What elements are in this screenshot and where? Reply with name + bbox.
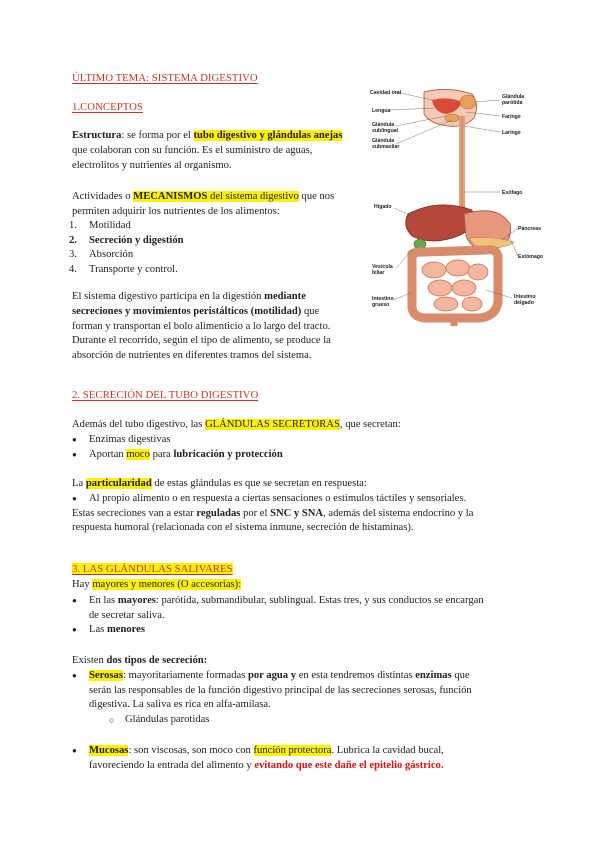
actividades-line-1: Actividades o MECANISMOS del sistema digestivo que nos [72,191,335,202]
secretion-list [72,433,283,462]
list-item: digestiva. La saliva es rica en alfa-amilasa. [89,699,271,710]
estructura-line-1: Estructura: se forma por el tubo digestivo y glándulas anejas [72,130,343,141]
label-glandula-sublingual-1: Glándula [372,122,395,128]
label-glandula-parotida-1: Glándula [502,94,525,100]
label-glandula-submaxilar-1: Glándula [372,138,395,144]
secrecion-intro: Además del tubo digestivo, las GLÁNDULAS SECRETORAS, que secretan: [72,419,401,430]
label-glandula-sublingual-2: sublingual [372,128,398,134]
label-higado: Hígado [374,204,392,210]
list-item: de secretar saliva. [89,609,165,621]
label-intestino-grueso-1: Intestino [372,296,394,302]
list-item: ● En las mayores: parótida, submandibular, sublingual. Estas tres, y sus conductos se encargan [72,595,484,606]
label-pancreas: Páncreas [518,226,542,232]
label-glandula-parotida-2: parótida [502,100,523,106]
response-list [72,492,467,507]
digestion-para-line-3: forman y transportan el bolo alimenticio a lo largo del tracto. [72,321,331,332]
digestion-para-line-4: Durante el recorrido, según el tipo de alimento, se produce la [72,335,331,346]
section-heading-conceptos: 1.CONCEPTOS [72,101,143,113]
label-intestino-delgado-2: delgado [514,300,534,306]
label-esofago: Esófago [502,190,523,196]
list-item: serán las responsables de la función digestivo principal de las secreciones serosas, función [89,684,472,696]
estructura-line-2: que colaboran con su función. Es el suministro de aguas, [72,145,313,156]
list-item: ● Mucosas: son viscosas, son moco con función protectora. Lubrica la cavidad bucal, [72,745,444,756]
label-vesicula-2: biliar [372,270,385,276]
regulacion-line-1: Estas secreciones van a estar reguladas por el SNC y SNA, además del sistema endocrino y la [72,508,474,519]
list-item: 3. Absorción [69,249,134,260]
actividades-line-2: permiten adquirir los nutrientes de los alimentos: [72,206,280,217]
list-item: ● Serosas: mayoritariamente formadas por agua y en esta tendremos distintas enzimas que [72,670,470,681]
label-laringe: Laringe [502,130,521,136]
digestion-para-line-5: absorción de nutrientes en diferentes tramos del sistema. [72,350,312,361]
list-item: ○ Glándulas parotidas [109,713,210,725]
label-intestino-grueso-2: grueso [372,302,390,308]
secretion-types-list [72,669,472,727]
list-item: ● Enzimas digestivas [72,434,171,445]
digestive-system-illustration [368,86,554,326]
section-heading-secrecion: 2. SECRECIÓN DEL TUBO DIGESTIVO [72,389,259,401]
label-faringe: Faringe [502,114,521,120]
list-item: favoreciendo la entrada del alimento y evitando que este dañe el epitelio gástrico. [89,759,444,771]
label-glandula-submaxilar-2: submaxilar [372,144,400,150]
list-item: 1. Motilidad [69,220,131,231]
label-cavidad-oral: Cavidad oral [370,90,402,96]
list-item: ● Las menores [72,624,146,635]
mucosas-list [72,744,444,773]
estructura-line-3: electrolitos y nutrientes al organismo. [72,160,232,171]
tipos-line: Existen dos tipos de secreción: [72,655,208,666]
list-item: 2. Secreción y digestión [69,234,184,246]
label-vesicula-1: Vesícula [372,264,393,270]
page-title: ÚLTIMO TEMA: SISTEMA DIGESTIVO [72,72,258,84]
digestion-para-line-2: secreciones y movimientos peristálticos (motilidad) que [72,306,320,317]
list-item: ● Aportan moco para lubricación y protección [72,448,283,460]
digestion-para-line-1: El sistema digestivo participa en la digestión mediante [72,291,306,302]
section-heading-glandulas: 3. LAS GLÁNDULAS SALIVARES [72,563,233,575]
hay-line: Hay mayores y menores (O accesorias): [72,579,242,590]
label-lengua: Lengua [372,108,391,114]
mayores-menores-list [72,594,484,638]
label-estomago: Estómago [518,254,544,260]
mechanisms-list [69,219,184,277]
label-intestino-delgado-1: Intestino [514,294,536,300]
particularidad-line: La particularidad de estas glándulas es que se secretan en respuesta: [72,478,367,489]
list-item: ● Al propio alimento o en respuesta a ciertas sensaciones o estímulos táctiles y sensoriales. [72,493,467,504]
list-item: 4. Transporte y control. [69,263,178,275]
regulacion-line-2: respuesta humoral (relacionada con el sistema inmune, secreción de histaminas). [72,522,414,533]
digestive-system-diagram [368,86,554,326]
